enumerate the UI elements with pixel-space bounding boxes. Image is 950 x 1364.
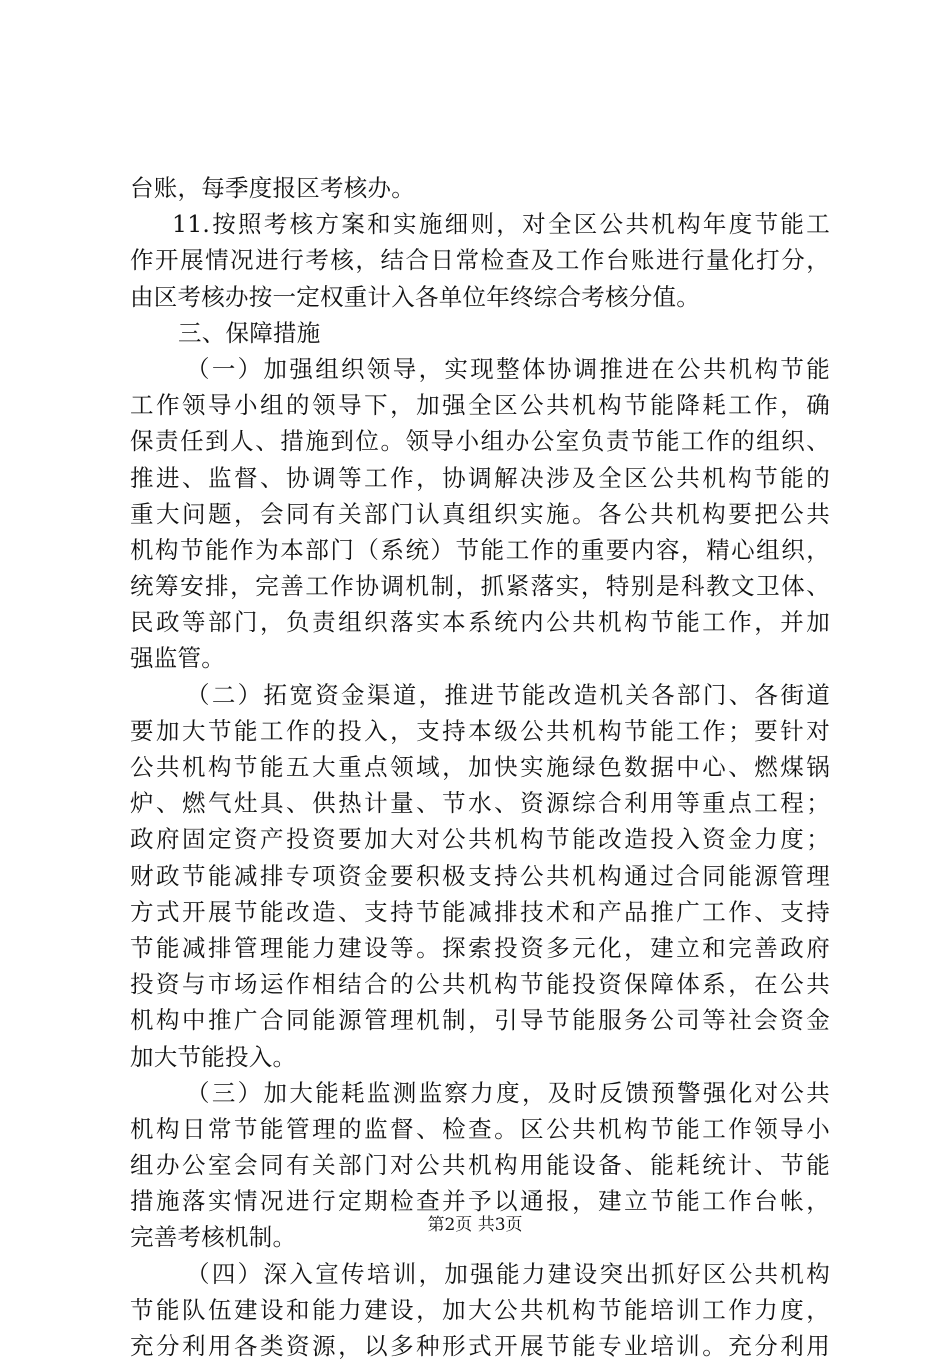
text-line: 要加大节能工作的投入，支持本级公共机构节能工作；要针对 [130, 716, 830, 745]
text-line: 保责任到人、措施到位。领导小组办公室负责节能工作的组织、 [130, 427, 830, 456]
page-footer: 第2页 共3页 [427, 1215, 523, 1235]
text-line: 11.按照考核方案和实施细则，对全区公共机构年度节能工 [172, 210, 830, 239]
text-line: （一）加强组织领导，实现整体协调推进在公共机构节能 [186, 354, 830, 383]
text-line: 重大问题，会同有关部门认真组织实施。各公共机构要把公共 [130, 499, 830, 528]
text-line: 统筹安排，完善工作协调机制，抓紧落实，特别是科教文卫体、 [130, 572, 830, 601]
text-line: 由区考核办按一定权重计入各单位年终综合考核分值。 [130, 282, 700, 311]
text-line: 机构日常节能管理的监督、检查。区公共机构节能工作领导小 [130, 1114, 830, 1143]
text-line: 炉、燃气灶具、供热计量、节水、资源综合利用等重点工程； [130, 789, 830, 818]
text-line: （四）深入宣传培训，加强能力建设突出抓好区公共机构 [186, 1259, 830, 1288]
body-text [130, 170, 830, 1364]
text-line: 机构节能作为本部门（系统）节能工作的重要内容，精心组织， [130, 535, 830, 564]
text-line: 财政节能减排专项资金要积极支持公共机构通过合同能源管理 [130, 861, 830, 890]
text-line: 民政等部门，负责组织落实本系统内公共机构节能工作，并加 [130, 608, 830, 637]
text-line: 完善考核机制。 [130, 1223, 297, 1252]
text-line: （二）拓宽资金渠道，推进节能改造机关各部门、各街道 [186, 680, 830, 709]
text-line: 作开展情况进行考核，结合日常检查及工作台账进行量化打分， [130, 246, 830, 275]
section-heading: 三、保障措施 [178, 318, 321, 347]
text-line: 节能队伍建设和能力建设，加大公共机构节能培训工作力度， [130, 1295, 830, 1324]
text-line: 投资与市场运作相结合的公共机构节能投资保障体系，在公共 [130, 970, 830, 999]
text-line: 强监管。 [130, 644, 225, 673]
text-line: 充分利用各类资源，以多种形式开展节能专业培训。充分利用 [130, 1332, 830, 1360]
text-line: 推进、监督、协调等工作，协调解决涉及全区公共机构节能的 [130, 463, 830, 492]
text-line: 机构中推广合同能源管理机制，引导节能服务公司等社会资金 [130, 1006, 830, 1035]
text-line: 公共机构节能五大重点领域，加快实施绿色数据中心、燃煤锅 [130, 753, 830, 781]
text-line: 节能减排管理能力建设等。探索投资多元化，建立和完善政府 [130, 933, 830, 962]
text-line: 组办公室会同有关部门对公共机构用能设备、能耗统计、节能 [130, 1151, 830, 1180]
text-line: 政府固定资产投资要加大对公共机构节能改造投入资金力度； [130, 825, 830, 854]
text-line: 工作领导小组的领导下，加强全区公共机构节能降耗工作，确 [130, 391, 830, 420]
text-line: （三）加大能耗监测监察力度，及时反馈预警强化对公共 [186, 1078, 830, 1107]
text-line: 方式开展节能改造、支持节能减排技术和产品推广工作、支持 [130, 897, 830, 926]
text-line: 措施落实情况进行定期检查并予以通报，建立节能工作台帐， [130, 1187, 830, 1216]
text-line: 台账，每季度报区考核办。 [130, 174, 415, 202]
text-line: 加大节能投入。 [130, 1042, 297, 1071]
